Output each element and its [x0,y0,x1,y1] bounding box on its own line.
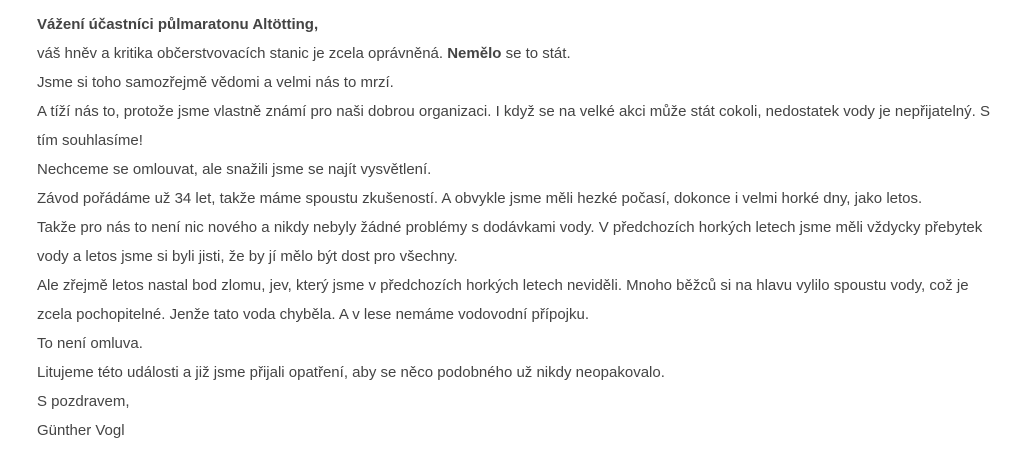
letter-paragraph-6: Takže pro nás to není nic nového a nikdy nebyly žádné problémy s dodávkami vody. V předchozích horkých letech jsme měli vždycky přebytek vody a letos jsme si byli jisti, že by jí mělo být dost pro všechny. [37,219,983,265]
paragraph-1-text-start: váš hněv a kritika občerstvovacích stanic je zcela oprávněná. [37,45,448,62]
letter-paragraph-2: Jsme si toho samozřejmě vědomi a velmi nás to mrzí. [37,74,394,91]
letter-paragraph-1 [37,39,997,68]
letter-greeting: Vážení účastníci půlmaratonu Altötting, [37,16,319,33]
paragraph-1-text-end: se to stát. [501,45,571,62]
letter-closing: S pozdravem, [37,393,130,410]
letter-body [37,10,997,445]
letter-paragraph-8: To není omluva. [37,335,143,352]
letter-paragraph-3: A tíží nás to, protože jsme vlastně známí pro naši dobrou organizaci. I když se na velké akci může stát cokoli, nedostatek vody je nepřijatelný. S tím souhlasíme! [37,103,990,149]
emphasized-word: Nemělo [447,45,502,62]
letter-paragraph-7: Ale zřejmě letos nastal bod zlomu, jev, který jsme v předchozích horkých letech neviděli. Mnoho běžců si na hlavu vylilo spoustu vody, což je zcela pochopitelné. Jenže tato voda chyběla. A v lese nemáme vodovodní přípojku. [37,277,969,323]
letter-signature: Günther Vogl [37,422,125,439]
letter-paragraph-4: Nechceme se omlouvat, ale snažili jsme se najít vysvětlení. [37,161,432,178]
letter-paragraph-9: Litujeme této události a již jsme přijali opatření, aby se něco podobného už nikdy neopakovalo. [37,364,665,381]
letter-paragraph-5: Závod pořádáme už 34 let, takže máme spoustu zkušeností. A obvykle jsme měli hezké počasí, dokonce i velmi horké dny, jako letos. [37,190,923,207]
